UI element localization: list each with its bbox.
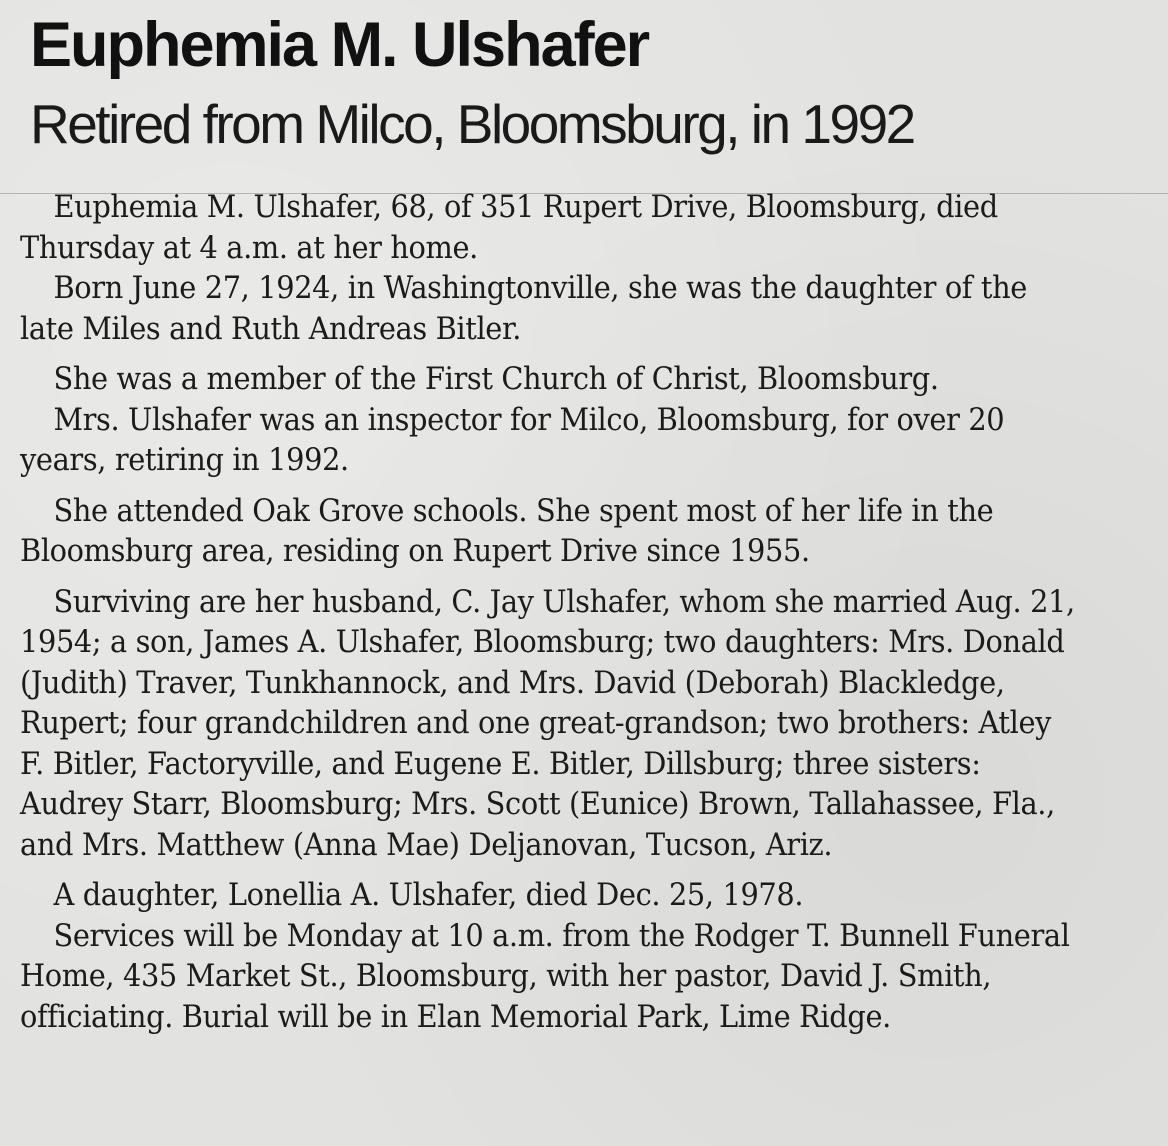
obituary-subheadline: Retired from Milco, Bloomsburg, in 1992 (30, 93, 914, 155)
paragraph-career: Mrs. Ulshafer was an inspector for Milco, Bloomsburg, for over 20 years, retiring in 1992. (20, 401, 1005, 478)
obituary-headline: Euphemia M. Ulshafer (30, 10, 649, 80)
paragraph-predeceased: A daughter, Lonellia A. Ulshafer, died Dec. 25, 1978. (53, 877, 804, 913)
paragraph-death-notice: Euphemia M. Ulshafer, 68, of 351 Rupert Drive, Bloomsburg, died Thursday at 4 a.m. at her home. (20, 189, 998, 266)
paragraph-birth: Born June 27, 1924, in Washingtonville, she was the daughter of the late Miles and Ruth Andreas Bitler. (20, 270, 1028, 347)
paragraph-church: She was a member of the First Church of Christ, Bloomsburg. (53, 361, 939, 397)
paragraph-education: She attended Oak Grove schools. She spent most of her life in the Bloomsburg area, residing on Rupert Drive since 1955. (20, 492, 994, 569)
paragraph-services: Services will be Monday at 10 a.m. from the Rodger T. Bunnell Funeral Home, 435 Market St., Bloomsburg, with her pastor, David J. Smith, officiating. Burial will be in Elan Memorial Park, Lime Ridge. (20, 917, 1070, 1035)
paragraph-survivors: Surviving are her husband, C. Jay Ulshafer, whom she married Aug. 21, 1954; a son, James A. Ulshafer, Bloomsburg; two daughters: Mrs. Donald (Judith) Traver, Tunkhannock, and Mrs. David (Deborah) Blackledge, Rupert; four grandchildren and one great-grandson; two brothers: Atley F. Bitler, Factoryville, and Eugene E. Bitler, Dillsburg; three sisters: Audrey Starr, Bloomsburg; Mrs. Scott (Eunice) Brown, Tallahassee, Fla., and Mrs. Matthew (Anna Mae) Deljanovan, Tucson, Ariz. (20, 583, 1075, 863)
obituary-body (20, 187, 1076, 1037)
